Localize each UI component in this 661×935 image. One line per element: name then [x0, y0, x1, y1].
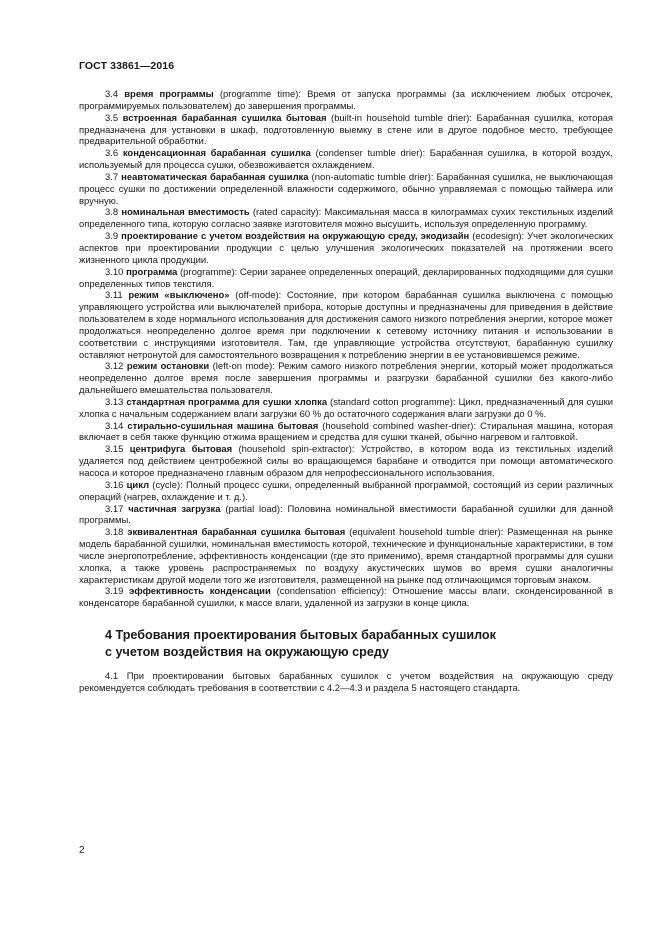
term-number: 3.17: [105, 503, 124, 515]
term-text: (condensation efficiency): Отношение массы влаги, сконденсированной в конденсаторе барабанной сушилки, к массе влаги, удаленной из загрузки в конце цикла.: [79, 586, 613, 610]
term-number: 3.14: [105, 420, 124, 432]
term-name: стандартная программа для сушки хлопка: [126, 396, 328, 408]
term-name: частичная загрузка: [128, 503, 221, 515]
term-number: 3.11: [105, 290, 123, 302]
term-number: 3.16: [105, 479, 124, 491]
term-definition: [79, 89, 613, 113]
term-number: 3.10: [105, 266, 124, 278]
term-number: 3.12: [105, 361, 124, 373]
term-definition: [79, 290, 613, 361]
term-name: время программы: [124, 89, 214, 100]
term-text: (off-mode): Состояние, при котором барабанная сушилка выключена с помощью управляющего устройства или выключателей прибора, которые доступны и предназначены для приведения в действие пользователем в ходе нормального использования для достижения самого низкого потребления энергии, которое может продолжаться неопределенно долгое время при подключении к сетевому источнику питания и использовании в соответствии с инструкциями изготовителя. Там, где управляющие устройства отсутствуют, барабанную сушилку оставляют нетронутой для самостоятельного возвращения к потреблению энергии в ее установившемся режиме.: [79, 290, 613, 361]
term-number: 3.19: [105, 586, 124, 598]
term-definition: [79, 397, 613, 421]
term-definition: [79, 421, 613, 445]
term-text: (built-in household tumble drier): Барабанная сушилка, которая предназначена для установки в шкаф, подготовленную выемку в стене или в другое подобное место, требующее предварительной обработки.: [79, 112, 614, 148]
term-name: стирально-сушильная машина бытовая: [127, 420, 319, 432]
term-text: (ecodesign): Учет экологических аспектов при проектировании продукции с целью улучшения экологических показателей на протяжении всего жизненного цикла продукции.: [79, 231, 614, 266]
term-text: (equivalent household tumble drier): Размещенная на рынке модель барабанной сушилки, номинальная вместимость которой, технические и функциональные характеристики, в том числе энергопотребление, эффективность конденсации (где это применимо), время стандартной программы для сушки хлопка, а также уровень распространяемых по воздуху акустических шумов во время сушки аналогичны характеристикам другой модели того же изготовителя, размещенной на рынке под отличающимся торговым знаком.: [79, 527, 613, 586]
term-name: программа: [126, 266, 178, 278]
term-name: проектирование с учетом воздействия на окружающую среду, экодизайн: [121, 231, 470, 243]
term-definition: [79, 586, 613, 610]
term-definition: [79, 207, 613, 231]
term-definition: [79, 113, 613, 149]
term-name: эквивалентная барабанная сушилка бытовая: [127, 527, 346, 539]
term-number: 3.7: [105, 171, 119, 183]
term-text: (programme time): Время от запуска программы (за исключением любых отсрочек, программируемых пользователем) до завершения программы.: [79, 89, 613, 112]
page-number: 2: [79, 845, 85, 856]
term-text: (cycle): Полный процесс сушки, определенный выбранной программой, состоящий из серии различных операций (нагрев, охлаждение и т. д.).: [79, 479, 614, 503]
term-number: 3.15: [105, 444, 124, 456]
term-definition: [79, 267, 613, 291]
term-number: 3.6: [105, 148, 119, 160]
term-number: 3.9: [105, 231, 119, 243]
section-4-heading: [105, 627, 613, 660]
term-text: (rated capacity): Максимальная масса в килограммах сухих текстильных изделий определенного типа, которую согласно заявке изготовителя можно высушить, используя определенную программу.: [79, 207, 614, 231]
term-definition: [79, 231, 613, 267]
term-text: (standard cotton programme): Цикл, предназначенный для сушки хлопка с начальным содержанием влаги загрузки 60 % до остаточного содержания влаги загрузки до 0 %.: [79, 396, 613, 420]
term-definition: [79, 480, 613, 504]
term-definition: [79, 444, 613, 480]
term-text: (condenser tumble drier): Барабанная сушилка, в которой воздух, используемый для процесса сушки, обезвоживается охлаждением.: [79, 148, 614, 172]
term-text: (household combined washer-drier): Стиральная машина, которая включает в себя также функцию отжима вращением и средства для сушки тканей, обычно нагревом и галтовкой.: [79, 420, 613, 444]
term-number: 3.4: [105, 89, 119, 100]
section-4-title-line2: с учетом воздействия на окружающую среду: [105, 644, 389, 659]
term-name: номинальная вместимость: [121, 207, 250, 219]
document-body: [79, 89, 613, 695]
term-name: эффективность конденсации: [129, 586, 271, 598]
term-name: режим «выключено»: [128, 290, 230, 302]
term-name: цикл: [126, 479, 150, 491]
term-number: 3.5: [105, 112, 119, 124]
term-definition: [79, 172, 613, 208]
term-definition: [79, 361, 613, 397]
term-number: 3.8: [105, 207, 119, 219]
term-number: 3.13: [105, 396, 124, 408]
term-name: центрифуга бытовая: [129, 444, 233, 456]
section-4-title-line1: 4 Требования проектирования бытовых барабанных сушилок: [105, 628, 496, 643]
term-text: (partial load): Половина номинальной вместимости барабанной сушилки для данной программы.: [79, 503, 614, 527]
section-4-paragraph: 4.1 При проектировании бытовых барабанных сушилок с учетом воздействия на окружающую среду рекомендуется соблюдать требования в соответствии с 4.2—4.3 и раздела 5 настоящего стандарта.: [79, 671, 613, 694]
term-name: конденсационная барабанная сушилка: [122, 148, 311, 160]
term-name: неавтоматическая барабанная сушилка: [121, 171, 309, 183]
term-number: 3.18: [105, 527, 124, 539]
term-name: встроенная барабанная сушилка бытовая: [122, 112, 327, 124]
term-text: (left-on mode): Режим самого низкого потребления энергии, который может продолжаться неопределенно долгое время после завершения программы и разгрузки барабанной сушилки без какого-либо дальнейшего вмешательства пользователя.: [79, 361, 613, 397]
term-definition: [79, 504, 613, 528]
term-text: (household spin-extractor): Устройство, в котором вода из текстильных изделий удаляется под действием центробежной силы во вращающемся барабане и отводится при помощи автоматического насоса и которое предназначено главным образом для непрофессионального использования.: [79, 444, 613, 479]
term-definition: [79, 148, 613, 172]
term-name: режим остановки: [126, 361, 210, 373]
standard-header: ГОСТ 33861—2016: [79, 60, 175, 72]
term-definition: [79, 527, 613, 586]
term-text: (programme): Серии заранее определенных операций, декларированных подходящими для сушки определенных типов текстиля.: [79, 266, 613, 290]
terms-list: [79, 89, 613, 610]
term-text: (non-automatic tumble drier): Барабанная сушилка, не выключающая процесс сушки по достижении определенной влажности содержимого, обычно управляемая с помощью таймера или вручную.: [79, 171, 613, 207]
